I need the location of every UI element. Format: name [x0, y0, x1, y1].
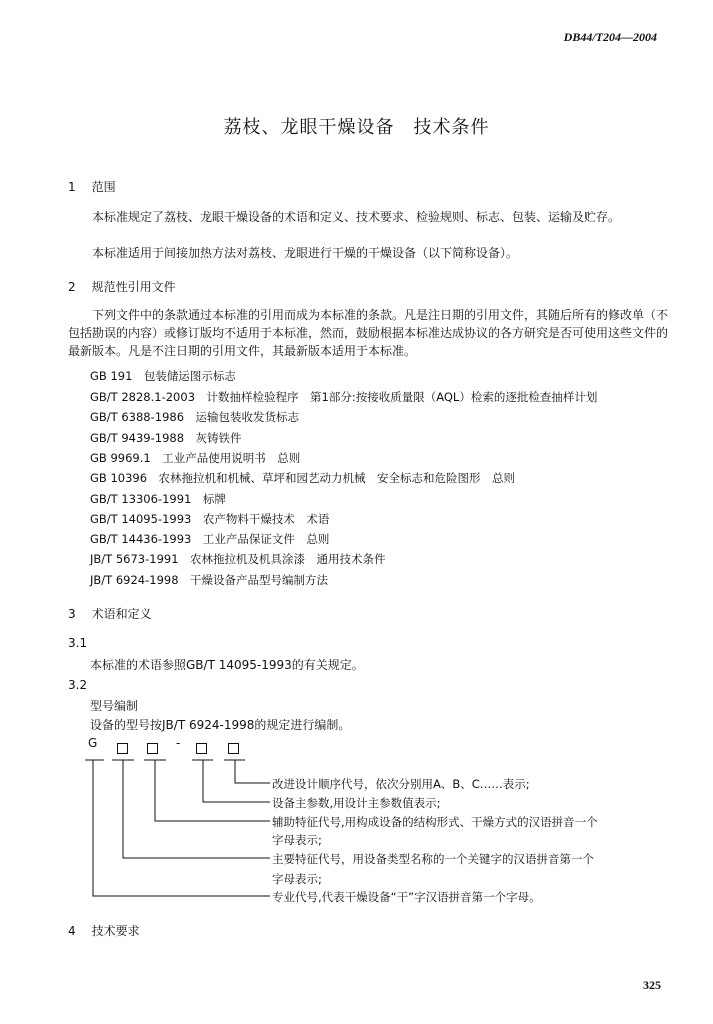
model-code-label-main-feature: 主要特征代号，用设备类型名称的一个关键字的汉语拼音第一个	[272, 852, 594, 866]
section-number: 4	[68, 924, 76, 938]
model-code-label-specialty: 专业代号,代表干燥设备“干”字汉语拼音第一个字母。	[272, 890, 541, 904]
reference-item: GB 9969.1 工业产品使用说明书 总则	[90, 451, 301, 465]
reference-item: JB/T 5673-1991 农林拖拉机及机具涂漆 通用技术条件	[90, 552, 386, 566]
reference-item: GB/T 9439-1988 灰铸铁件	[90, 431, 242, 445]
section-number: 3	[68, 607, 76, 621]
model-code-dash: -	[176, 736, 181, 750]
standard-code: DB44/T204—2004	[563, 30, 657, 44]
reference-item: GB 10396 农林拖拉机和机械、草坪和园艺动力机械 安全标志和危险图形 总则	[90, 471, 516, 485]
reference-item: GB 191 包装储运图示标志	[90, 369, 236, 383]
section-title: 范围	[91, 180, 116, 194]
reference-item: JB/T 6924-1998 干燥设备产品型号编制方法	[90, 573, 329, 587]
model-code-label-main-parameter: 设备主参数,用设计主参数值表示;	[272, 796, 441, 810]
subsection-3-2-number: 3.2	[68, 678, 88, 692]
page-number: 325	[643, 978, 661, 992]
section-title: 术语和定义	[91, 607, 152, 621]
page-title: 荔枝、龙眼干燥设备 技术条件	[223, 117, 490, 138]
section-number: 1	[68, 180, 76, 194]
reference-item: GB/T 6388-1986 运输包装收发货标志	[90, 410, 300, 424]
subsection-3-1-number: 3.1	[68, 636, 88, 650]
section-title: 技术要求	[91, 924, 140, 938]
scope-paragraph-1: 本标准规定了荔枝、龙眼干燥设备的术语和定义、技术要求、检验规则、标志、包装、运输及贮存。	[92, 210, 621, 224]
model-code-label-auxiliary-feature-cont: 字母表示;	[272, 833, 322, 847]
model-code-label-auxiliary-feature: 辅助特征代号,用构成设备的结构形式、干燥方式的汉语拼音一个	[272, 815, 598, 829]
reference-item: GB/T 2828.1-2003 计数抽样检验程序 第1部分:按接收质量限（AQL）检索的逐批检查抽样计划	[90, 390, 598, 404]
references-intro-paragraph: 下列文件中的条款通过本标准的引用而成为本标准的条款。凡是注日期的引用文件，其随后所有的修改单（不包括勘误的内容）或修订版均不适用于本标准，然而，鼓励根据本标准达成协议的各方研究是否可使用这些文件的最新版本。凡是不注日期的引用文件，其最新版本适用于本标准。	[68, 308, 669, 358]
subsection-3-2-text: 设备的型号按JB/T 6924-1998的规定进行编制。	[90, 718, 351, 732]
reference-item: GB/T 13306-1991 标牌	[90, 492, 226, 506]
subsection-3-2-title: 型号编制	[90, 699, 139, 713]
section-title: 规范性引用文件	[91, 280, 176, 294]
section-4-heading	[68, 922, 140, 939]
scope-paragraph-2: 本标准适用于间接加热方法对荔枝、龙眼进行干燥的干燥设备（以下简称设备）。	[92, 246, 519, 260]
model-code-prefix: G	[88, 736, 98, 750]
reference-item: GB/T 14095-1993 农产物料干燥技术 术语	[90, 512, 330, 526]
model-code-label-main-feature-cont: 字母表示;	[272, 872, 322, 886]
reference-item: GB/T 14436-1993 工业产品保证文件 总则	[90, 532, 330, 546]
subsection-3-1-text: 本标准的术语参照GB/T 14095-1993的有关规定。	[90, 658, 364, 672]
section-number: 2	[68, 280, 76, 294]
model-code-label-improvement: 改进设计顺序代号，依次分别用A、B、C……表示;	[272, 777, 530, 791]
